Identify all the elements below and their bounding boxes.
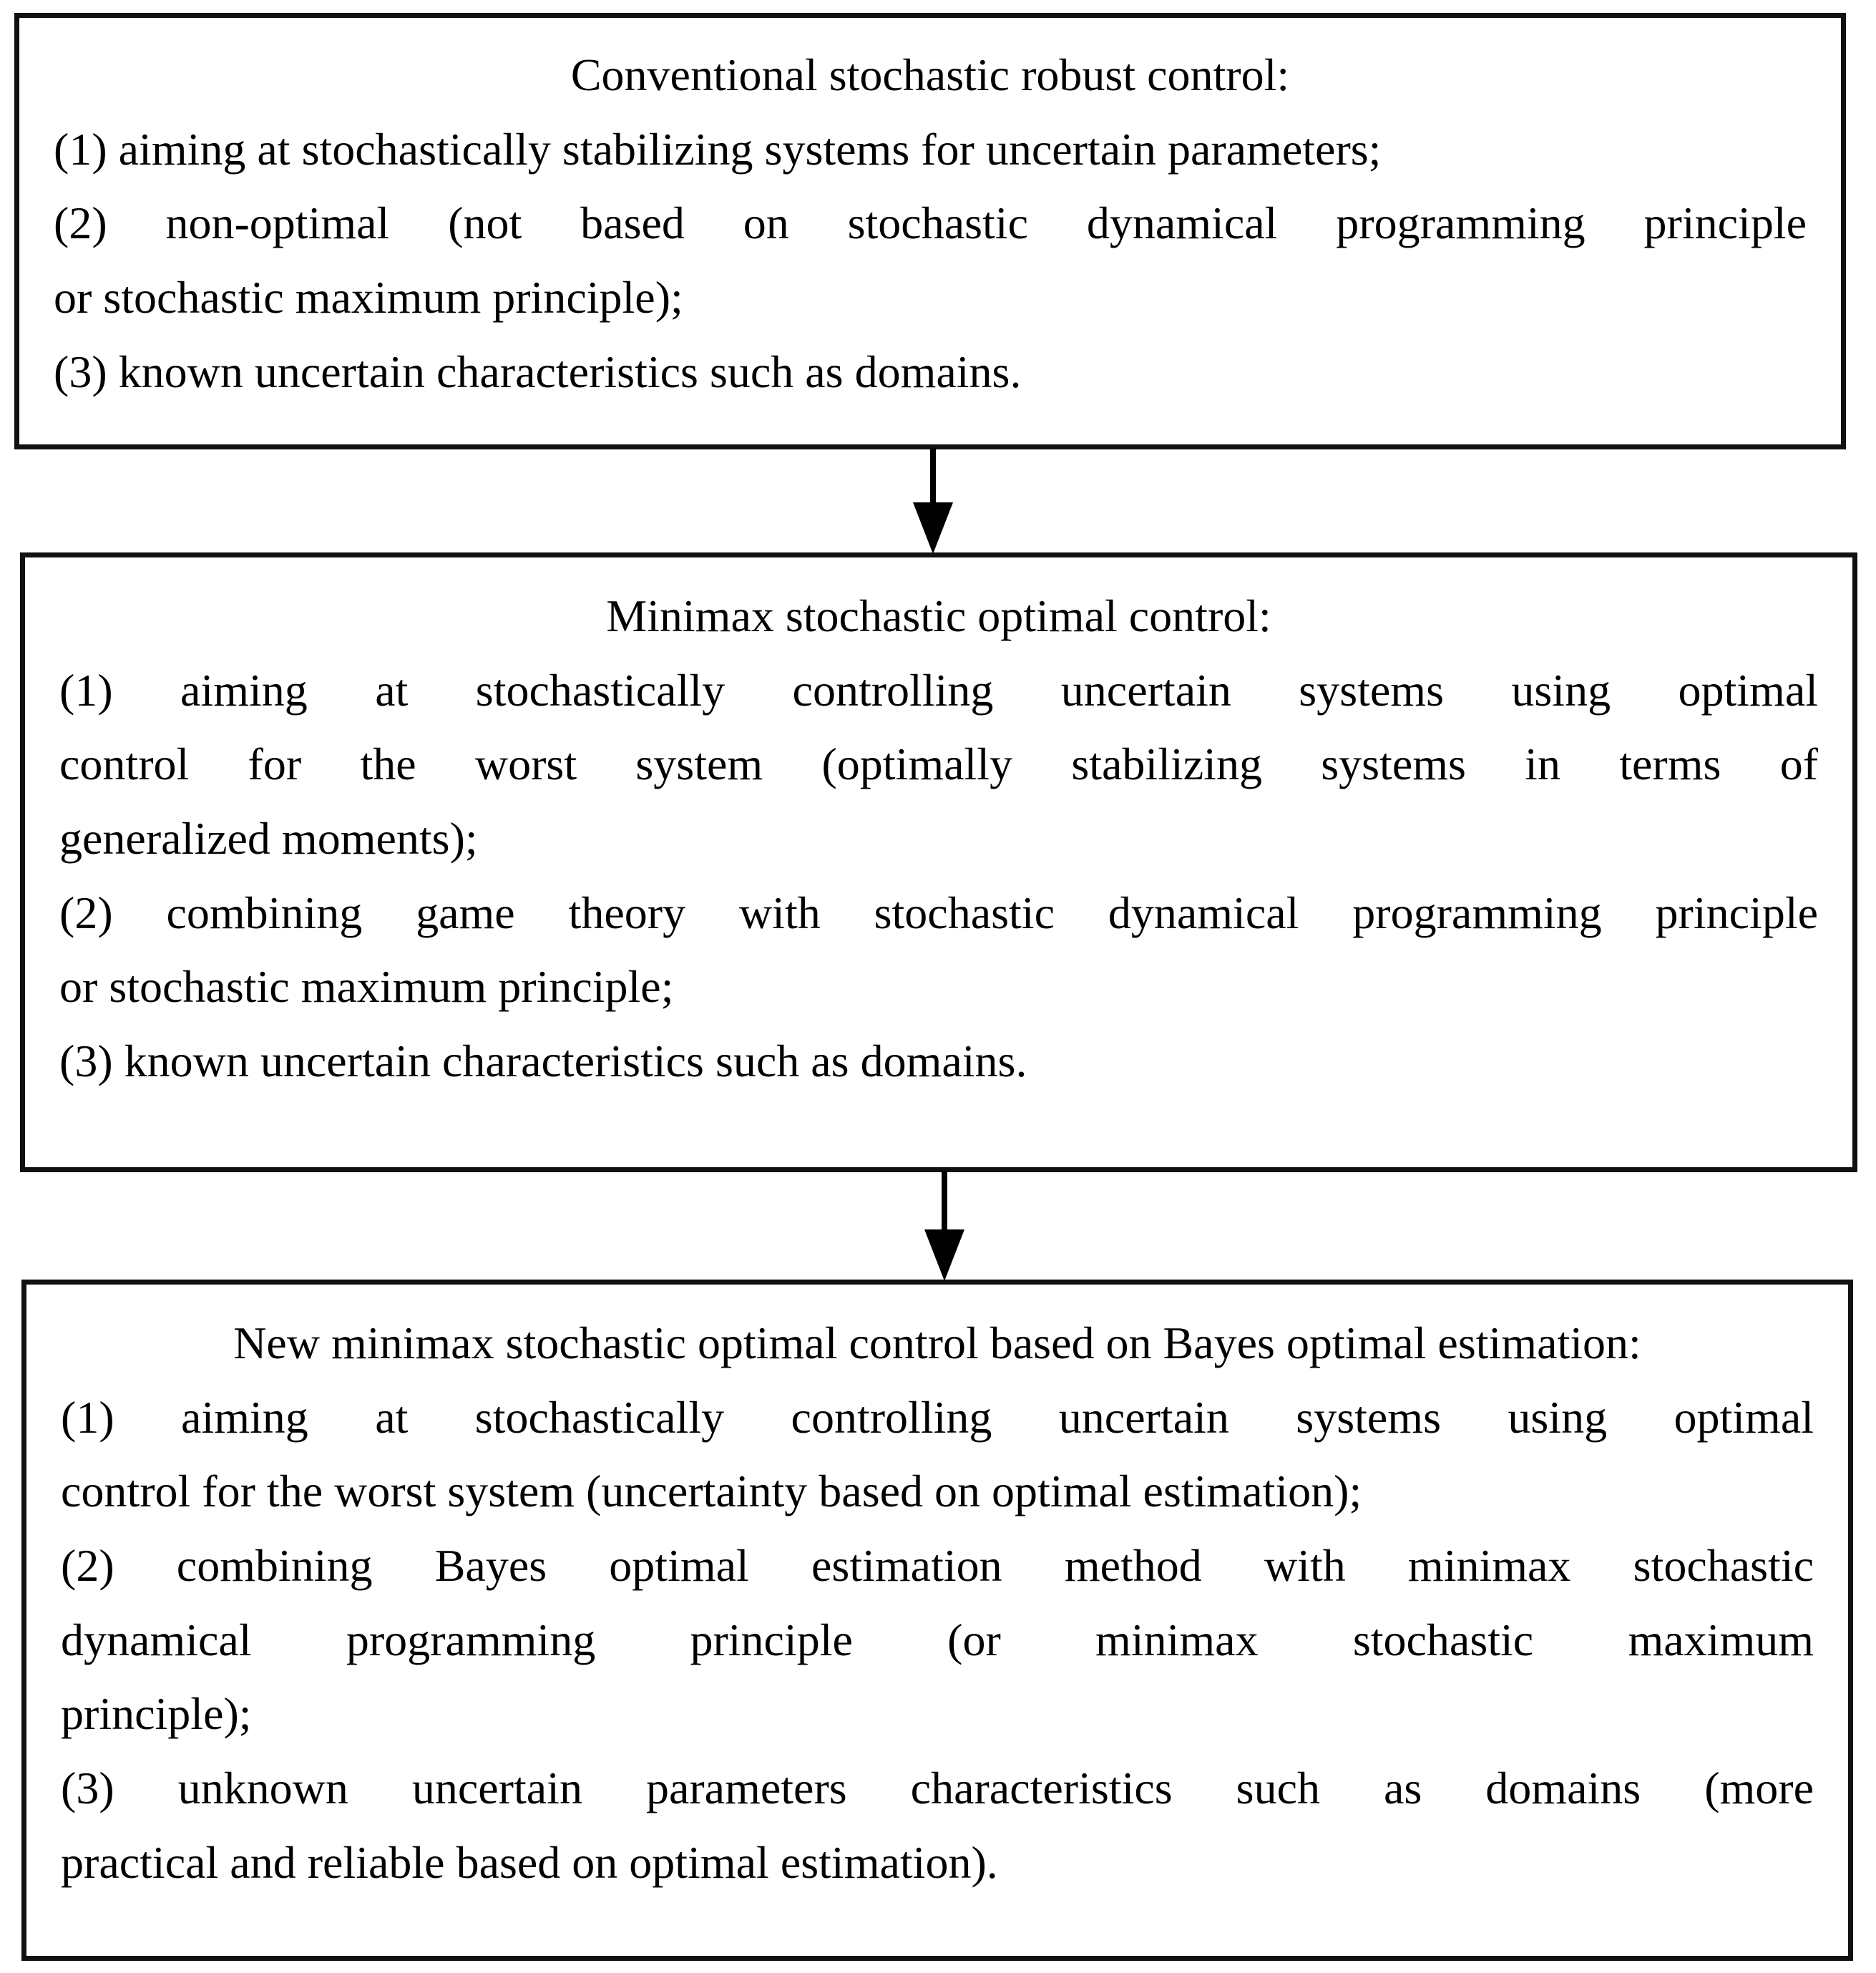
box-3-line-5: principle); [61,1688,252,1740]
arrow-down-icon-box2-to-box3 [924,1171,964,1281]
box-content [25,557,1852,1098]
box-2-line-6: (3) known uncertain characteristics such as domains. [59,1036,1027,1087]
box-3-heading: New minimax stochastic optimal control based on Bayes optimal estimation: [233,1317,1641,1368]
box-3-line-4: dynamical programming principle (or minimax stochastic maximum [61,1614,1814,1665]
box-1-line-3: or stochastic maximum principle); [54,272,683,323]
flow-box-new-minimax-bayes-optimal-estimation [21,1280,1853,1961]
box-1-line-2: (2) non-optimal (not based on stochastic dynamical programming principle [54,198,1807,249]
box-3-line-3: (2) combining Bayes optimal estimation method with minimax stochastic [61,1540,1814,1592]
box-2-line-2: control for the worst system (optimally stabilizing systems in terms of [59,739,1818,790]
flow-box-conventional-stochastic-robust-control [14,13,1846,449]
box-content [26,1285,1848,1899]
box-content [19,18,1841,409]
arrow-head [913,502,953,554]
box-2-line-5: or stochastic maximum principle; [59,961,674,1013]
box-2-line-3: generalized moments); [59,813,478,864]
box-3-line-7: practical and reliable based on optimal estimation). [61,1836,998,1888]
flow-box-minimax-stochastic-optimal-control [20,552,1857,1172]
box-3-line-1: (1) aiming at stochastically controlling uncertain systems using optimal [61,1391,1814,1443]
arrow-head [924,1229,964,1281]
box-3-line-2: control for the worst system (uncertainty based on optimal estimation); [61,1466,1362,1517]
box-2-heading: Minimax stochastic optimal control: [606,590,1271,641]
box-2-line-4: (2) combining game theory with stochastic dynamical programming principle [59,887,1818,938]
box-1-line-1: (1) aiming at stochastically stabilizing systems for uncertain parameters; [54,123,1382,175]
box-3-line-6: (3) unknown uncertain parameters characteristics such as domains (more [61,1763,1814,1814]
arrow-down-icon-box1-to-box2 [913,448,953,554]
box-1-heading: Conventional stochastic robust control: [570,49,1290,100]
box-1-line-4: (3) known uncertain characteristics such as domains. [54,346,1022,397]
box-2-line-1: (1) aiming at stochastically controlling uncertain systems using optimal [59,664,1818,716]
